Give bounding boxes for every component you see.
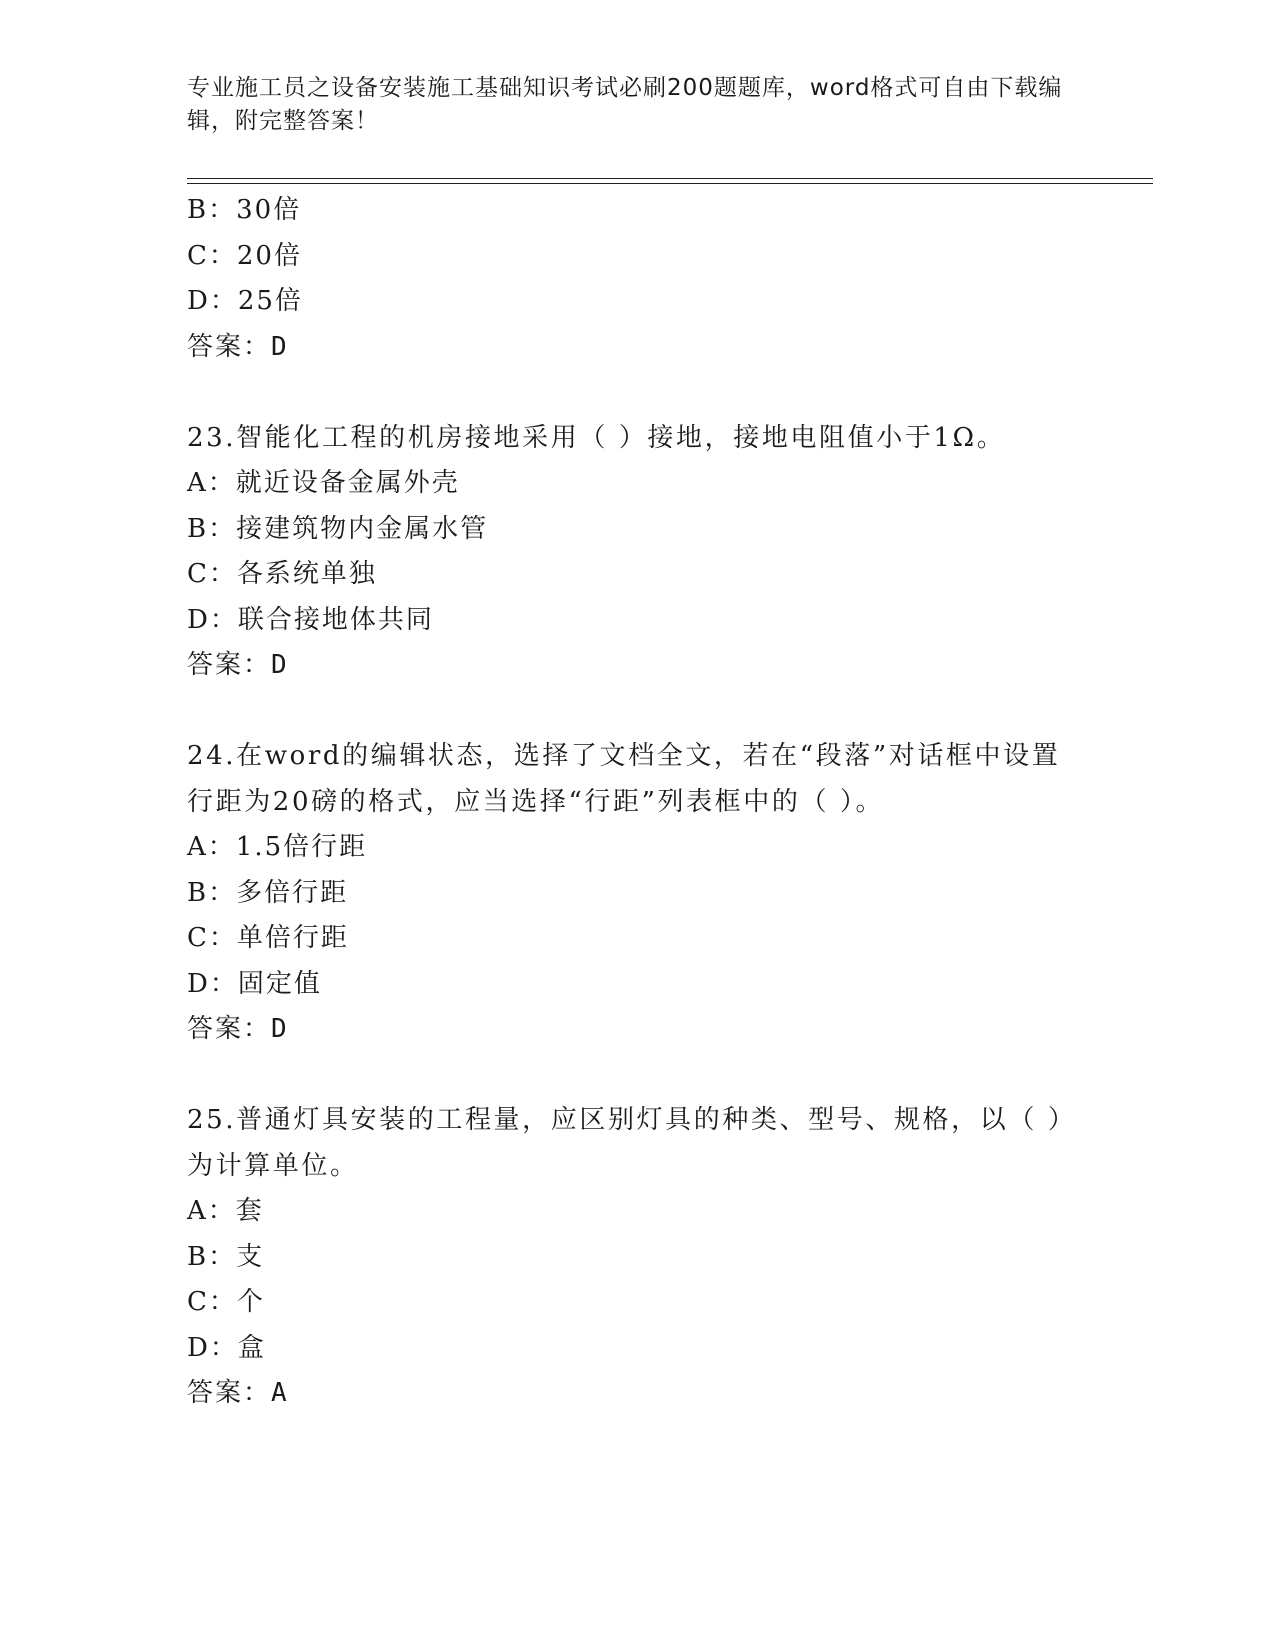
option-c: C：20倍 bbox=[187, 240, 302, 271]
spacer bbox=[187, 370, 1087, 416]
option-d: D：固定值 bbox=[187, 968, 322, 999]
option-c: C：个 bbox=[187, 1287, 265, 1317]
question-list bbox=[187, 188, 1087, 1417]
question-text: 24.在word的编辑状态，选择了文档全文，若在“段落”对话框中设置行距为20磅的格式，应当选择“行距”列表框中的（ ）。 bbox=[187, 741, 1061, 817]
answer-value: A bbox=[271, 1378, 287, 1408]
header-divider-bottom bbox=[187, 183, 1153, 184]
answer-value: D bbox=[271, 650, 287, 680]
option-a: A：就近设备金属外壳 bbox=[187, 468, 460, 498]
answer-label: 答案： bbox=[187, 331, 272, 362]
answer-line bbox=[187, 1007, 1087, 1053]
option-d: D：盒 bbox=[187, 1332, 266, 1363]
question-text: 23.智能化工程的机房接地采用（ ）接地，接地电阻值小于1Ω。 bbox=[187, 422, 1006, 453]
answer-line bbox=[187, 1371, 1087, 1417]
question-block bbox=[187, 416, 1087, 689]
answer-label: 答案： bbox=[187, 1014, 272, 1044]
option-b: B：支 bbox=[187, 1241, 265, 1272]
answer-value: D bbox=[271, 331, 287, 362]
option-a: A：1.5倍行距 bbox=[187, 832, 368, 862]
question-block bbox=[187, 188, 1087, 370]
document-header bbox=[187, 72, 1067, 138]
option-b: B：接建筑物内金属水管 bbox=[187, 513, 489, 544]
spacer bbox=[187, 689, 1087, 735]
answer-line bbox=[187, 325, 1087, 371]
answer-line bbox=[187, 643, 1087, 689]
option-b: B：多倍行距 bbox=[187, 877, 349, 908]
answer-label: 答案： bbox=[187, 650, 272, 680]
question-block bbox=[187, 734, 1087, 1053]
question-text: 25.普通灯具安装的工程量，应区别灯具的种类、型号、规格，以（ ）为计算单位。 bbox=[187, 1105, 1064, 1181]
header-title: 专业施工员之设备安装施工基础知识考试必刷200题题库，word格式可自由下载编辑，附完整答案！ bbox=[187, 75, 1063, 134]
answer-label: 答案： bbox=[187, 1378, 272, 1408]
answer-value: D bbox=[271, 1014, 287, 1044]
option-c: C：单倍行距 bbox=[187, 923, 349, 953]
question-block bbox=[187, 1098, 1087, 1417]
option-d: D：联合接地体共同 bbox=[187, 604, 434, 635]
header-divider-top bbox=[187, 178, 1153, 179]
spacer bbox=[187, 1053, 1087, 1099]
option-b: B：30倍 bbox=[187, 195, 302, 225]
option-d: D：25倍 bbox=[187, 286, 303, 316]
option-c: C：各系统单独 bbox=[187, 559, 377, 589]
option-a: A：套 bbox=[187, 1196, 264, 1226]
